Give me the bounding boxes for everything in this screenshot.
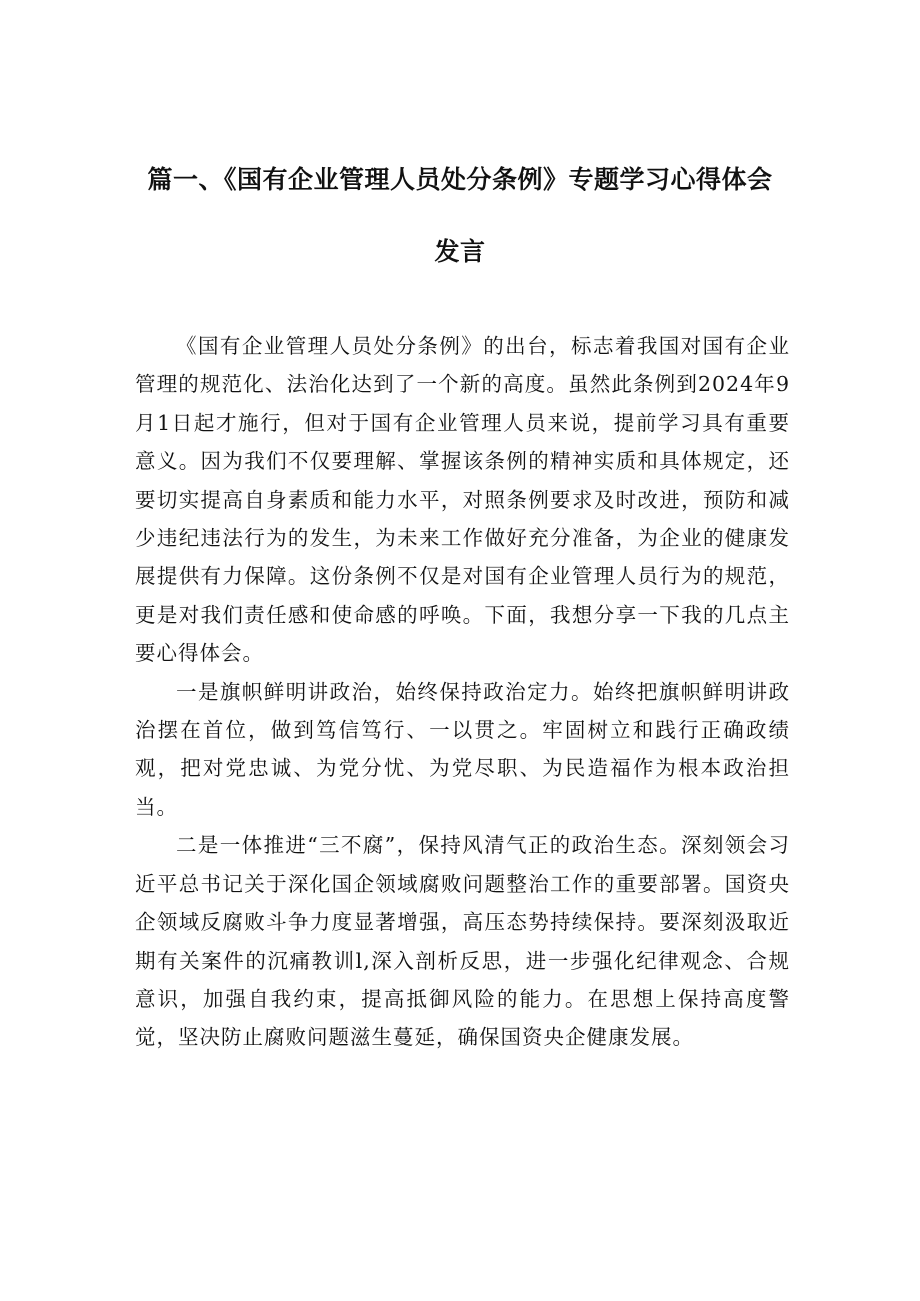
paragraph-point-two: 二是一体推进“三不腐”，保持风清气正的政治生态。深刻领会习近平总书记关于深化国企领域腐败问题整治工作的重要部署。国资央企领域反腐败斗争力度显著增强，高压态势持续保持。要深刻汲取近期有关案件的沉痛教训l,深入剖析反思，进一步强化纪律观念、合规意识，加强自我约束，提高抵御风险的能力。在思想上保持高度警觉，坚决防止腐败问题滋生蔓延，确保国资央企健康发展。 (135, 833, 790, 1050)
document-title-line2: 发言 (434, 237, 486, 266)
paragraph-intro: 《国有企业管理人员处分条例》的出台，标志着我国对国有企业管理的规范化、法治化达到了一个新的高度。虽然此条例到2024年9月1日起才施行，但对于国有企业管理人员来说，提前学习具有重要意义。因为我们不仅要理解、掌握该条例的精神实质和具体规定，还要切实提高自身素质和能力水平，对照条例要求及时改进，预防和减少违纪违法行为的发生，为未来工作做好充分准备，为企业的健康发展提供有力保障。这份条例不仅是对国有企业管理人员行为的规范，更是对我们责任感和使命感的呼唤。下面，我想分享一下我的几点主要心得体会。 (135, 334, 790, 666)
paragraph-point-one: 一是旗帜鲜明讲政治，始终保持政治定力。始终把旗帜鲜明讲政治摆在首位，做到笃信笃行、一以贯之。牢固树立和践行正确政绩观，把对党忠诚、为党分忧、为党尽职、为民造福作为根本政治担当。 (135, 679, 790, 819)
document-title-line1: 篇一、《国有企业管理人员处分条例》专题学习心得体会 (147, 165, 773, 194)
document-body (135, 327, 790, 1057)
